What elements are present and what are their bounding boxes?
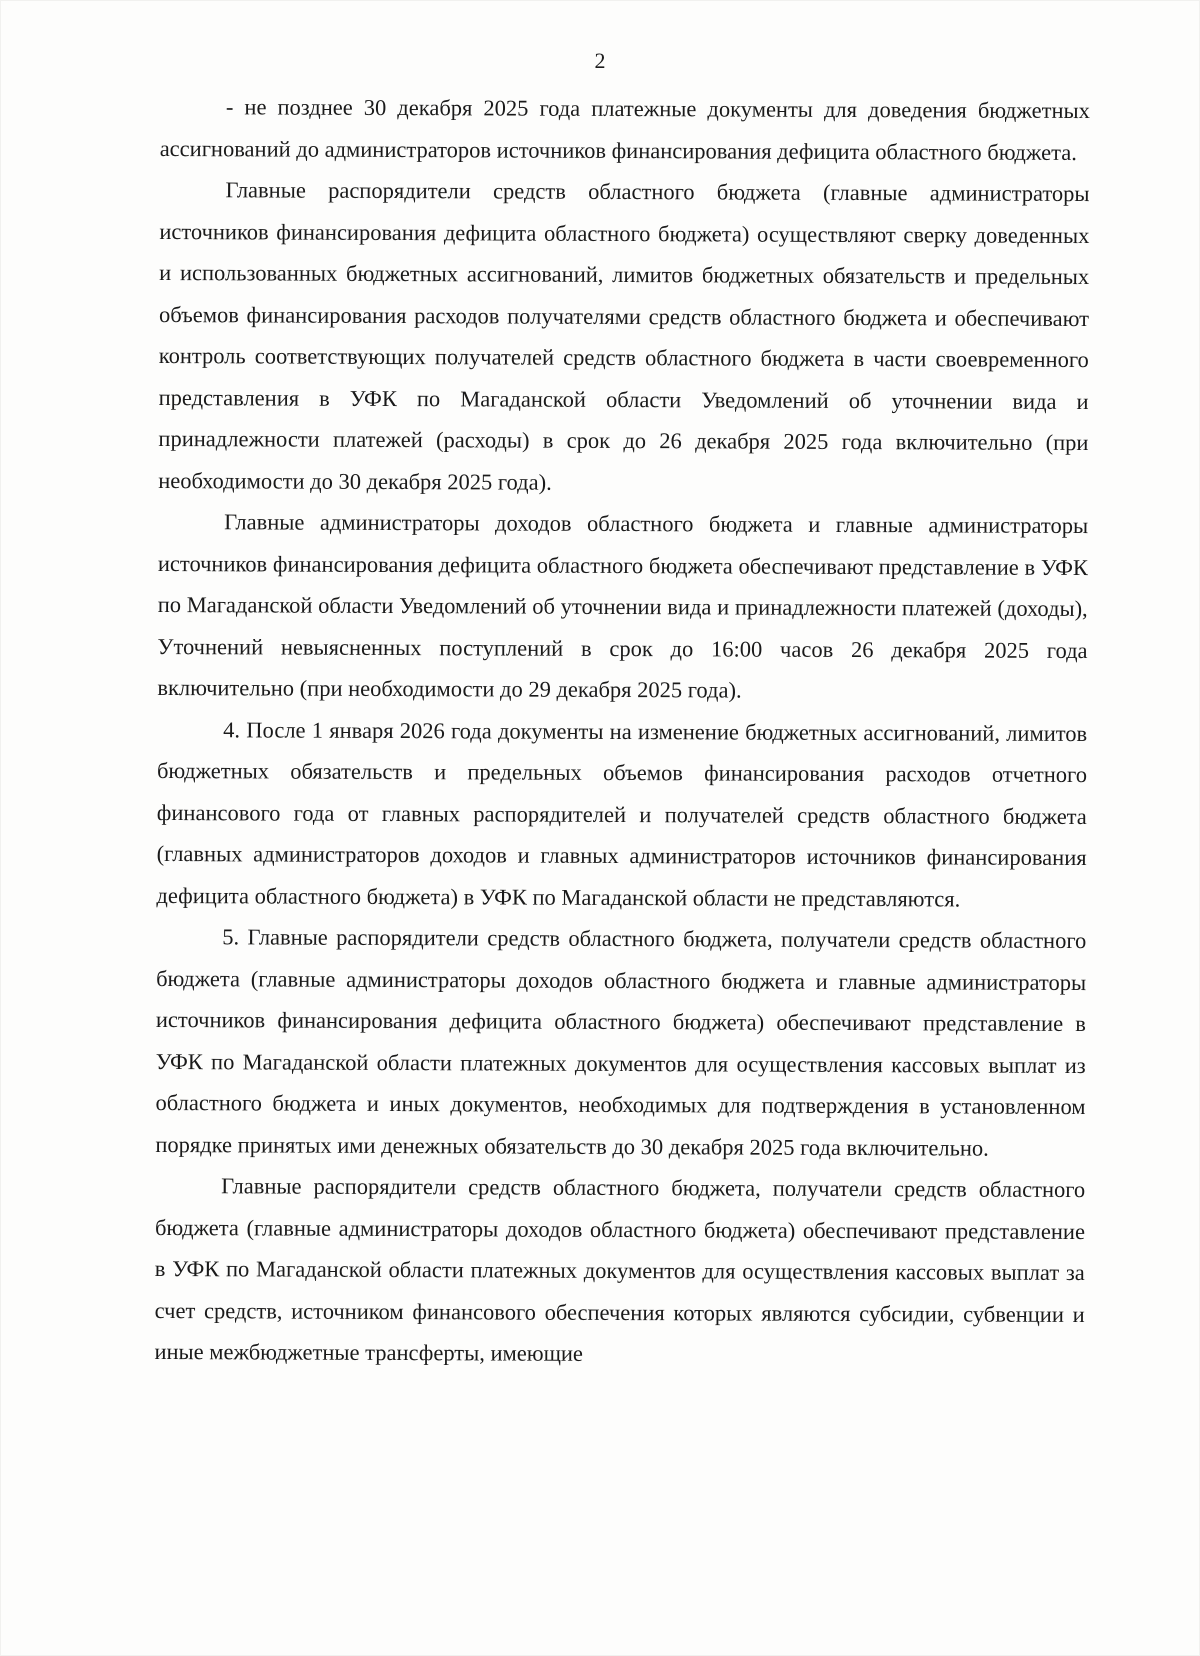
paragraph-revenue-notifications: Главные администраторы доходов областного бюджета и главные администраторы источников финансирования дефицита областного бюджета обеспечивают представление в УФК по Магаданской области Уведомлений об уточнении вида и принадлежности платежей (доходы), Уточнений невыясненных поступлений в срок до 16:00 часов 26 декабря 2025 года включительно (при необходимости до 29 декабря 2025 года).: [157, 509, 1089, 703]
page-number: 2: [594, 48, 606, 73]
paragraph-item-4: 4. После 1 января 2026 года документы на изменение бюджетных ассигнований, лимитов бюджетных обязательств и предельных объемов финансирования расходов отчетного финансового года от главных распорядителей и получателей средств областного бюджета (главных администраторов доходов и главных администраторов источников финансирования дефицита областного бюджета) в УФК по Магаданской области не представляются.: [156, 716, 1088, 911]
paragraph-deadline-payment-docs: - не позднее 30 декабря 2025 года платежные документы для доведения бюджетных ассигнований до администраторов источников финансирования дефицита областного бюджета.: [159, 94, 1090, 165]
paragraph-reconciliation: Главные распорядители средств областного бюджета (главные администраторы источников финансирования дефицита областного бюджета) осуществляют сверку доведенных и использованных бюджетных ассигнований, лимитов бюджетных обязательств и предельных объемов финансирования расходов получателями средств областного бюджета и обеспечивают контроль соответствующих получателей средств областного бюджета в части своевременного представления в УФК по Магаданской области Уведомлений об уточнении вида и принадлежности платежей (расходы) в срок до 26 декабря 2025 года включительно (при необходимости до 30 декабря 2025 года).: [158, 177, 1090, 495]
document-body: [154, 86, 1090, 1377]
paragraph-item-5: 5. Главные распорядители средств областного бюджета, получатели средств областного бюджета (главные администраторы доходов областного бюджета и главные администраторы источников финансирования дефицита областного бюджета) обеспечивают представление в УФК по Магаданской области платежных документов для осуществления кассовых выплат из областного бюджета и иных документов, необходимых для подтверждения в установленном порядке принятых ими денежных обязательств до 30 декабря 2025 года включительно.: [155, 924, 1087, 1161]
paragraph-transfers: Главные распорядители средств областного бюджета, получатели средств областного бюджета (главные администраторы доходов областного бюджета) обеспечивают представление в УФК по Магаданской области платежных документов для осуществления кассовых выплат за счет средств, источником финансового обеспечения которых являются субсидии, субвенции и иные межбюджетные трансферты, имеющие: [154, 1173, 1086, 1366]
